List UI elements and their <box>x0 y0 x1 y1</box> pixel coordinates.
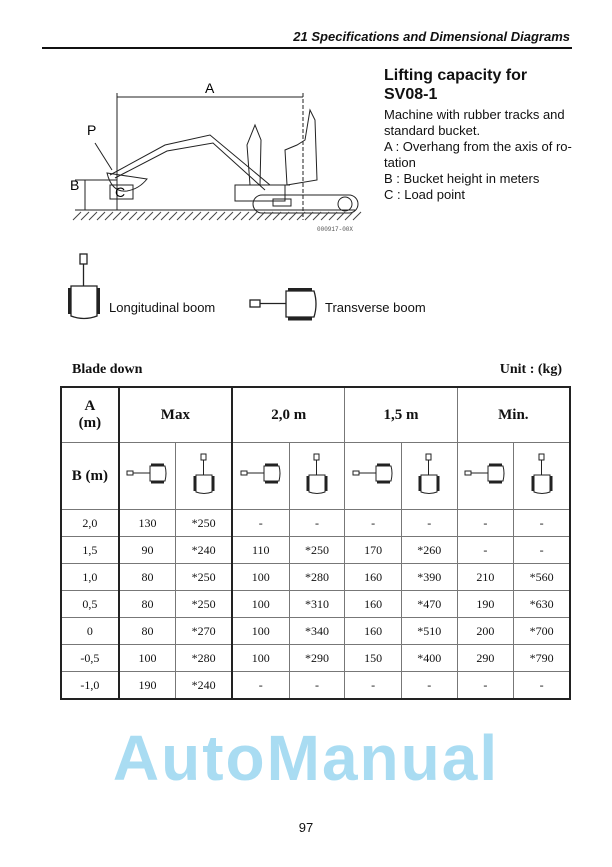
desc-line: Machine with rubber tracks and standard bucket. <box>384 107 565 138</box>
transverse-boom-icon <box>240 463 282 485</box>
row-height: 0,5 <box>61 591 119 618</box>
group-header: 1,5 m <box>345 387 457 443</box>
table-row <box>61 645 570 672</box>
transverse-boom-icon <box>352 463 394 485</box>
transverse-column-icon <box>457 443 513 510</box>
capacity-cell: *310 <box>289 591 345 618</box>
capacity-cell: - <box>514 672 570 700</box>
table-header-row <box>61 387 570 443</box>
unit-label: Unit : (kg) <box>499 362 562 377</box>
row-height: -1,0 <box>61 672 119 700</box>
desc-line: A : Overhang from the axis of ro-tation <box>384 139 572 170</box>
capacity-cell: *510 <box>401 618 457 645</box>
label-b: B <box>70 177 80 193</box>
capacity-cell: 80 <box>119 591 176 618</box>
legend-longitudinal-label: Longitudinal boom <box>109 300 216 315</box>
longitudinal-column-icon <box>176 443 232 510</box>
capacity-cell: *390 <box>401 564 457 591</box>
table-row <box>61 510 570 537</box>
page-number: 97 <box>298 820 314 835</box>
capacity-cell: 90 <box>119 537 176 564</box>
legend-transverse-label: Transverse boom <box>325 300 426 315</box>
capacity-cell: *280 <box>289 564 345 591</box>
longitudinal-column-icon <box>401 443 457 510</box>
transverse-column-icon <box>232 443 289 510</box>
longitudinal-boom-icon <box>531 453 553 495</box>
capacity-cell: 290 <box>457 645 513 672</box>
capacity-cell: *290 <box>289 645 345 672</box>
capacity-cell: - <box>345 672 401 700</box>
label-a: A <box>205 80 215 96</box>
capacity-cell: *250 <box>289 537 345 564</box>
capacity-cell: 100 <box>232 564 289 591</box>
capacity-cell: 150 <box>345 645 401 672</box>
capacity-cell: 80 <box>119 564 176 591</box>
desc-line: C : Load point <box>384 187 465 202</box>
longitudinal-boom-icon <box>418 453 440 495</box>
table-row <box>61 618 570 645</box>
corner-a-unit: (m) <box>78 415 102 431</box>
capacity-cell: - <box>289 672 345 700</box>
label-c: C <box>115 184 126 200</box>
capacity-cell: - <box>232 510 289 537</box>
corner-a <box>61 387 119 443</box>
capacity-cell: *250 <box>176 591 232 618</box>
capacity-cell: *700 <box>514 618 570 645</box>
capacity-cell: *270 <box>176 618 232 645</box>
section-header: 21 Specifications and Dimensional Diagrams <box>293 29 570 44</box>
capacity-cell: *250 <box>176 564 232 591</box>
label-p: P <box>87 122 97 138</box>
table-row <box>61 564 570 591</box>
longitudinal-column-icon <box>514 443 570 510</box>
capacity-cell: *240 <box>176 537 232 564</box>
capacity-cell: 160 <box>345 618 401 645</box>
capacity-cell: 100 <box>232 618 289 645</box>
row-height: -0,5 <box>61 645 119 672</box>
capacity-cell: - <box>514 537 570 564</box>
capacity-cell: 160 <box>345 564 401 591</box>
capacity-cell: - <box>232 672 289 700</box>
capacity-cell: - <box>457 672 513 700</box>
excavator-diagram <box>65 75 370 235</box>
capacity-cell: - <box>514 510 570 537</box>
header-rule <box>42 47 572 49</box>
corner-b: B (m) <box>61 443 119 510</box>
group-header: 2,0 m <box>232 387 345 443</box>
transverse-boom-icon <box>464 463 506 485</box>
desc-line: B : Bucket height in meters <box>384 171 540 186</box>
capacity-cell: *400 <box>401 645 457 672</box>
row-height: 1,0 <box>61 564 119 591</box>
capacity-cell: *790 <box>514 645 570 672</box>
watermark: AutoManual <box>112 722 500 794</box>
capacity-cell: 160 <box>345 591 401 618</box>
group-header: Min. <box>457 387 570 443</box>
capacity-cell: - <box>401 510 457 537</box>
table-row <box>61 537 570 564</box>
capacity-cell: - <box>457 537 513 564</box>
transverse-boom-icon <box>126 463 168 485</box>
capacity-cell: 170 <box>345 537 401 564</box>
capacity-cell: 130 <box>119 510 176 537</box>
table-row <box>61 591 570 618</box>
table-caption: Blade down <box>72 362 143 377</box>
section-title <box>384 66 527 104</box>
title-line-1: Lifting capacity for <box>384 67 528 84</box>
transverse-column-icon <box>345 443 401 510</box>
capacity-cell: *240 <box>176 672 232 700</box>
capacity-cell: 210 <box>457 564 513 591</box>
capacity-cell: *340 <box>289 618 345 645</box>
capacity-cell: 190 <box>119 672 176 700</box>
row-height: 0 <box>61 618 119 645</box>
capacity-cell: *470 <box>401 591 457 618</box>
capacity-cell: *560 <box>514 564 570 591</box>
capacity-cell: *280 <box>176 645 232 672</box>
longitudinal-boom-icon <box>306 453 328 495</box>
capacity-cell: - <box>401 672 457 700</box>
capacity-cell: *260 <box>401 537 457 564</box>
capacity-cell: 200 <box>457 618 513 645</box>
title-line-2: SV08-1 <box>384 86 438 103</box>
transverse-boom-icon <box>248 288 320 324</box>
longitudinal-column-icon <box>289 443 345 510</box>
capacity-cell: *630 <box>514 591 570 618</box>
diagram-code: 000917-00X <box>317 226 354 233</box>
row-height: 1,5 <box>61 537 119 564</box>
row-height: 2,0 <box>61 510 119 537</box>
capacity-cell: 190 <box>457 591 513 618</box>
capacity-cell: 100 <box>232 591 289 618</box>
transverse-column-icon <box>119 443 176 510</box>
capacity-cell: - <box>457 510 513 537</box>
corner-a-label: A <box>84 398 96 414</box>
longitudinal-boom-icon <box>193 453 215 495</box>
capacity-cell: 100 <box>119 645 176 672</box>
capacity-cell: 80 <box>119 618 176 645</box>
capacity-cell: - <box>345 510 401 537</box>
group-header: Max <box>119 387 232 443</box>
table-icon-row <box>61 443 570 510</box>
capacity-cell: 110 <box>232 537 289 564</box>
table-row <box>61 672 570 700</box>
lifting-capacity-table <box>60 386 571 700</box>
capacity-cell: 100 <box>232 645 289 672</box>
description <box>384 107 584 203</box>
capacity-cell: - <box>289 510 345 537</box>
longitudinal-boom-icon <box>68 252 100 322</box>
capacity-cell: *250 <box>176 510 232 537</box>
